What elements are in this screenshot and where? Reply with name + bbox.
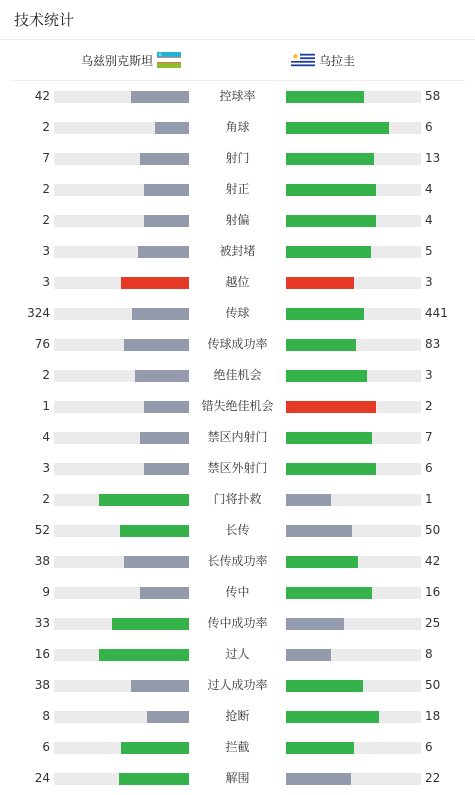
- away-stat-bar: [286, 556, 358, 568]
- away-stat-bar-track: [286, 401, 421, 413]
- away-stat-bar-track: [286, 494, 421, 506]
- home-stat-bar-track: [54, 680, 189, 692]
- away-stat-value: 83: [425, 337, 441, 351]
- home-stat-bar-track: [54, 277, 189, 289]
- stat-label: 过人成功率: [207, 678, 268, 692]
- home-stat-bar-track: [54, 618, 189, 630]
- home-stat-bar: [140, 432, 189, 444]
- stat-label: 禁区外射门: [207, 461, 268, 475]
- home-stat-value: 9: [42, 585, 50, 599]
- home-stat-bar: [140, 153, 189, 165]
- team-header: [10, 40, 465, 81]
- away-stat-bar: [286, 215, 376, 227]
- stat-label: 越位: [225, 275, 250, 289]
- stat-label: 控球率: [219, 89, 256, 103]
- stat-row: [0, 236, 475, 267]
- stat-label: 过人: [225, 647, 250, 661]
- home-stat-bar: [120, 525, 189, 537]
- home-stat-bar-track: [54, 122, 189, 134]
- stat-label: 传球: [225, 306, 250, 320]
- home-stat-bar: [144, 215, 189, 227]
- away-stat-bar-track: [286, 246, 421, 258]
- away-stat-bar: [286, 773, 351, 785]
- away-stat-value: 4: [425, 213, 433, 227]
- home-stat-bar-track: [54, 308, 189, 320]
- away-stat-bar: [286, 587, 372, 599]
- home-stat-bar: [147, 711, 189, 723]
- away-stat-bar-track: [286, 339, 421, 351]
- home-stat-value: 3: [42, 461, 50, 475]
- home-stat-value: 3: [42, 244, 50, 258]
- home-stat-bar-track: [54, 91, 189, 103]
- stat-row: [0, 639, 475, 670]
- away-team-name: 乌拉圭: [319, 53, 356, 68]
- away-stat-bar-track: [286, 742, 421, 754]
- stat-row: [0, 732, 475, 763]
- away-stat-bar: [286, 246, 371, 258]
- home-stat-value: 7: [42, 151, 50, 165]
- home-stat-bar-track: [54, 339, 189, 351]
- away-stat-bar: [286, 153, 374, 165]
- stats-header: [0, 0, 475, 40]
- away-stat-bar: [286, 401, 376, 413]
- home-stat-value: 24: [34, 771, 50, 785]
- home-stat-bar: [144, 184, 189, 196]
- away-stat-bar: [286, 277, 354, 289]
- away-stat-bar-track: [286, 556, 421, 568]
- away-stat-value: 6: [425, 120, 433, 134]
- home-stat-bar-track: [54, 463, 189, 475]
- home-stat-value: 42: [34, 89, 50, 103]
- away-stat-value: 6: [425, 461, 433, 475]
- home-stat-value: 38: [34, 554, 50, 568]
- away-stat-value: 441: [425, 306, 448, 320]
- stat-label: 角球: [225, 120, 250, 134]
- away-stat-bar: [286, 494, 331, 506]
- home-stat-bar: [121, 742, 189, 754]
- stat-row: [0, 422, 475, 453]
- home-stat-bar-track: [54, 525, 189, 537]
- away-stat-bar-track: [286, 711, 421, 723]
- home-stat-bar: [135, 370, 189, 382]
- away-stat-bar: [286, 308, 364, 320]
- away-stat-bar-track: [286, 184, 421, 196]
- stat-label: 长传成功率: [207, 554, 268, 568]
- away-stat-value: 22: [425, 771, 441, 785]
- home-stat-bar: [131, 680, 189, 692]
- stat-row: [0, 267, 475, 298]
- stat-label: 门将扑救: [213, 492, 262, 506]
- away-stat-value: 16: [425, 585, 441, 599]
- stat-label: 抢断: [225, 709, 250, 723]
- away-stat-bar: [286, 184, 376, 196]
- away-stat-bar-track: [286, 618, 421, 630]
- away-team: [291, 40, 355, 80]
- away-stat-value: 58: [425, 89, 441, 103]
- home-stat-bar: [121, 277, 189, 289]
- home-stat-value: 2: [42, 120, 50, 134]
- home-stat-bar-track: [54, 556, 189, 568]
- home-stat-value: 33: [34, 616, 50, 630]
- home-stat-value: 1: [42, 399, 50, 413]
- home-stat-bar: [138, 246, 189, 258]
- away-stat-bar: [286, 618, 344, 630]
- away-stat-bar: [286, 742, 354, 754]
- home-stat-bar: [99, 649, 189, 661]
- home-stat-bar: [119, 773, 189, 785]
- home-stat-value: 2: [42, 213, 50, 227]
- away-stat-bar-track: [286, 463, 421, 475]
- away-stat-value: 1: [425, 492, 433, 506]
- home-stat-value: 6: [42, 740, 50, 754]
- stat-label: 传中: [225, 585, 250, 599]
- home-stat-bar: [124, 339, 189, 351]
- away-stat-value: 4: [425, 182, 433, 196]
- home-stat-value: 3: [42, 275, 50, 289]
- stat-label: 长传: [225, 523, 250, 537]
- home-stat-bar-track: [54, 432, 189, 444]
- away-stat-bar: [286, 91, 364, 103]
- away-stat-bar-track: [286, 91, 421, 103]
- home-stat-bar-track: [54, 494, 189, 506]
- home-stat-bar-track: [54, 711, 189, 723]
- home-stat-bar: [124, 556, 189, 568]
- home-stat-bar-track: [54, 184, 189, 196]
- home-stat-bar-track: [54, 246, 189, 258]
- stat-row: [0, 577, 475, 608]
- away-stat-bar-track: [286, 122, 421, 134]
- away-stat-value: 7: [425, 430, 433, 444]
- home-stat-bar: [112, 618, 189, 630]
- home-stat-bar: [132, 308, 189, 320]
- home-stat-bar: [99, 494, 189, 506]
- away-stat-bar-track: [286, 525, 421, 537]
- stat-row: [0, 453, 475, 484]
- away-stat-bar-track: [286, 277, 421, 289]
- away-stat-bar: [286, 680, 363, 692]
- uruguay-flag-icon: [291, 52, 315, 68]
- stat-label: 拦截: [225, 740, 250, 754]
- home-stat-bar-track: [54, 587, 189, 599]
- away-stat-bar: [286, 649, 331, 661]
- away-stat-bar: [286, 711, 379, 723]
- stat-label: 射偏: [225, 213, 250, 227]
- home-stat-bar: [131, 91, 189, 103]
- away-stat-bar: [286, 339, 356, 351]
- home-stat-bar-track: [54, 370, 189, 382]
- stat-row: [0, 484, 475, 515]
- away-stat-value: 18: [425, 709, 441, 723]
- home-stat-bar: [140, 587, 189, 599]
- home-stat-bar-track: [54, 649, 189, 661]
- stat-label: 射门: [225, 151, 250, 165]
- home-stat-bar-track: [54, 153, 189, 165]
- away-stat-bar: [286, 122, 389, 134]
- uzbekistan-flag-icon: [157, 52, 181, 68]
- away-stat-value: 42: [425, 554, 441, 568]
- away-stat-bar-track: [286, 587, 421, 599]
- home-stat-value: 38: [34, 678, 50, 692]
- stat-row: [0, 81, 475, 112]
- home-stat-bar-track: [54, 401, 189, 413]
- home-stat-value: 2: [42, 182, 50, 196]
- stat-label: 传中成功率: [207, 616, 268, 630]
- home-stat-value: 16: [34, 647, 50, 661]
- away-stat-bar: [286, 525, 352, 537]
- stat-row: [0, 670, 475, 701]
- away-stat-value: 25: [425, 616, 441, 630]
- stat-row: [0, 515, 475, 546]
- home-stat-value: 52: [34, 523, 50, 537]
- away-stat-bar-track: [286, 432, 421, 444]
- stat-label: 传球成功率: [207, 337, 268, 351]
- away-stat-value: 3: [425, 275, 433, 289]
- home-stat-value: 8: [42, 709, 50, 723]
- home-team-name: 乌兹别克斯坦: [80, 53, 153, 68]
- stat-label: 解围: [225, 771, 250, 785]
- away-stat-value: 2: [425, 399, 433, 413]
- away-stat-value: 5: [425, 244, 433, 258]
- home-stat-bar: [155, 122, 189, 134]
- home-stat-value: 4: [42, 430, 50, 444]
- page-title: 技术统计: [14, 11, 75, 29]
- away-stat-value: 50: [425, 523, 441, 537]
- away-stat-bar-track: [286, 215, 421, 227]
- stat-row: [0, 298, 475, 329]
- away-stat-bar-track: [286, 370, 421, 382]
- away-stat-bar: [286, 432, 372, 444]
- stat-row: [0, 360, 475, 391]
- stat-label: 射正: [225, 182, 250, 196]
- home-stat-value: 2: [42, 492, 50, 506]
- stat-label: 绝佳机会: [213, 368, 262, 382]
- stat-label: 错失绝佳机会: [201, 399, 274, 413]
- away-stat-bar: [286, 463, 376, 475]
- stat-label: 禁区内射门: [207, 430, 268, 444]
- stat-row: [0, 143, 475, 174]
- away-stat-value: 3: [425, 368, 433, 382]
- away-stat-bar-track: [286, 308, 421, 320]
- stat-row: [0, 391, 475, 422]
- home-stat-bar: [144, 401, 189, 413]
- stat-label: 被封堵: [219, 244, 256, 258]
- away-stat-value: 6: [425, 740, 433, 754]
- home-stat-value: 2: [42, 368, 50, 382]
- away-stat-bar-track: [286, 680, 421, 692]
- away-stat-value: 13: [425, 151, 441, 165]
- away-stat-bar: [286, 370, 367, 382]
- home-stat-bar: [144, 463, 189, 475]
- stat-row: [0, 608, 475, 639]
- away-stat-value: 50: [425, 678, 441, 692]
- stat-row: [0, 329, 475, 360]
- stat-row: [0, 701, 475, 732]
- home-team: [81, 40, 181, 80]
- stat-row: [0, 546, 475, 577]
- away-stat-bar-track: [286, 773, 421, 785]
- stat-row: [0, 205, 475, 236]
- away-stat-value: 8: [425, 647, 433, 661]
- away-stat-bar-track: [286, 153, 421, 165]
- home-stat-bar-track: [54, 773, 189, 785]
- home-stat-value: 76: [34, 337, 50, 351]
- home-stat-bar-track: [54, 742, 189, 754]
- stat-row: [0, 763, 475, 794]
- stat-row: [0, 174, 475, 205]
- home-stat-value: 324: [27, 306, 50, 320]
- home-stat-bar-track: [54, 215, 189, 227]
- away-stat-bar-track: [286, 649, 421, 661]
- stat-row: [0, 112, 475, 143]
